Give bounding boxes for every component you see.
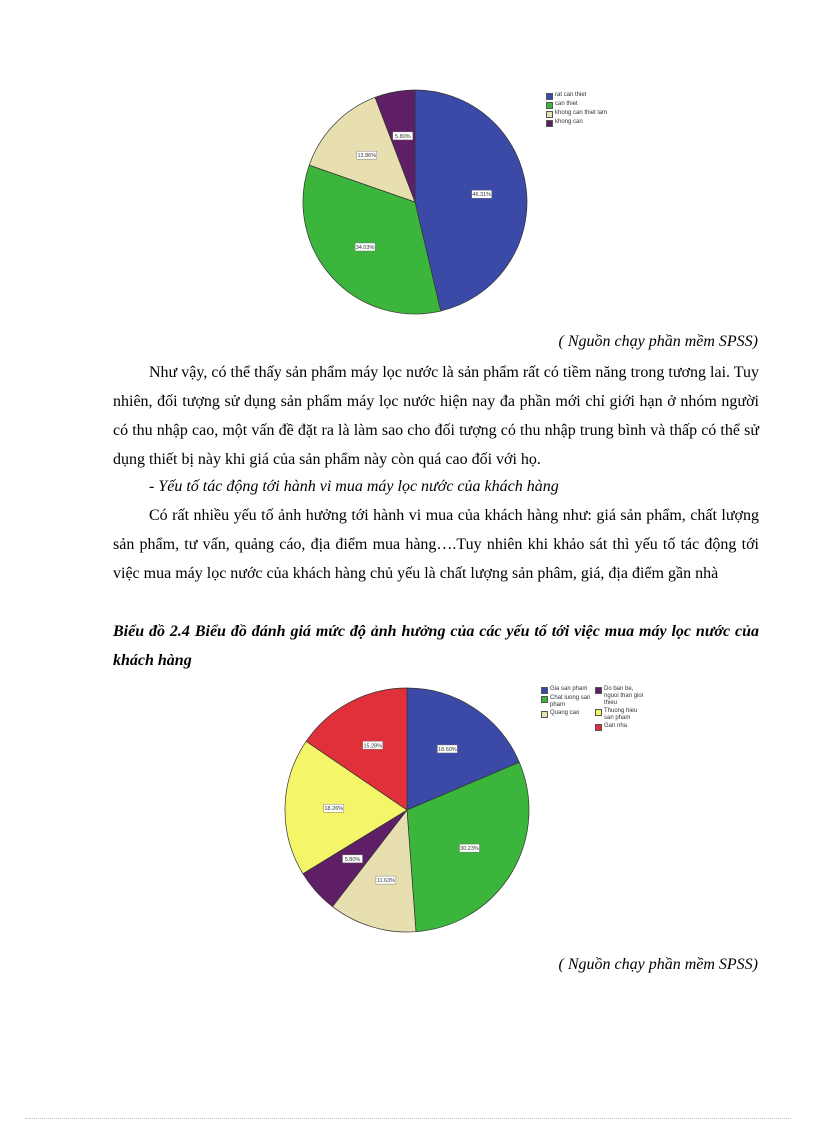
pie2-label-4 [324,804,344,812]
svg-text:5.80%: 5.80% [395,133,411,140]
pie1-legend-item-0-text: rat can thiet [555,92,587,98]
pie2-legend-item-4 [595,708,645,722]
pie2-legend-item-0-text: Gia san pham [550,686,588,692]
pie2-legend-column-0 [541,686,591,732]
pie1-legend-item-1 [546,101,636,109]
pie1-label-3 [393,132,413,140]
pie1-legend-item-0-swatch [546,93,553,100]
svg-text:46.31%: 46.31% [472,192,492,199]
paragraph-potential-text: Như vậy, có thể thấy sản phẩm máy lọc nước là sản phẩm rất có tiềm năng trong tương lai. Tuy nhiên, đối tượng sử dụng sản phẩm máy lọc nước hiện nay đa phần mới chỉ giới hạn ở nhóm người có thu nhập cao, một vấn đề đặt ra là làm sao cho đối tượng có thu nhập trung bình và thấp có thể sử dụng thiết bị này khi giá của sản phẩm này còn quá cao đối với họ. [113,364,759,468]
pie-chart-necessity-legend [546,92,636,128]
pie1-legend-item-0 [546,92,636,100]
svg-text:11.63%: 11.63% [376,878,396,885]
pie1-legend-item-3-text: khong can [555,119,583,125]
pie1-legend-item-2-swatch [546,111,553,118]
pie-chart-purchase-factors-legend [541,686,651,732]
pie1-legend-item-1-swatch [546,102,553,109]
chart2-heading: Biểu đồ 2.4 Biểu đồ đánh giá mức độ ảnh hưởng của các yếu tố tới việc mua máy lọc nước của khách hàng [113,623,759,669]
pie1-label-1 [355,243,375,251]
pie2-legend-item-3-swatch [595,687,602,694]
pie2-legend-item-2-text: Quang cao [550,710,580,716]
paragraph-factors [113,501,759,588]
svg-text:30.23%: 30.23% [460,846,479,853]
pie2-legend-item-1-text: Chat luong san pham [550,695,591,708]
pie2-label-1 [459,844,479,852]
svg-text:18.26%: 18.26% [324,806,344,813]
pie2-legend-item-5-text: Gan nha [604,723,628,729]
pie2-legend-item-2-swatch [541,711,548,718]
pie2-legend-item-3-text: Do ban be, nguoi than gioi thieu [604,686,644,706]
pie1-legend-item-2-text: khong can thiet lam [555,110,608,116]
paragraph-potential [113,358,759,474]
pie2-label-5 [363,741,383,749]
pie2-legend-item-4-swatch [595,709,602,716]
pie2-legend-item-4-text: Thuong hieu san pham [604,708,638,721]
pie1-legend-item-1-text: can thiet [555,101,578,107]
pie2-label-2 [376,876,396,884]
pie1-legend-item-3-swatch [546,120,553,127]
paragraph-factors-text: Có rất nhiều yếu tố ảnh hưởng tới hành vi mua của khách hàng như: giá sản phẩm, chất lượng sản phẩm, tư vấn, quảng cáo, địa điểm mua hàng….Tuy nhiên khi khảo sát thì yếu tố tác động tới việc mua máy lọc nước của khách hàng chủ yếu là chất lượng sản phâm, giá, địa điểm gần nhà [113,507,759,582]
pie2-label-0 [437,745,457,753]
pie1-legend-item-2 [546,110,636,118]
pie2-legend-item-5-swatch [595,724,602,731]
subheading-factors [113,472,759,501]
pie2-legend-item-2 [541,710,591,718]
svg-text:18.60%: 18.60% [438,746,457,753]
pie2-legend-item-1-swatch [541,696,548,703]
svg-text:34.03%: 34.03% [355,244,375,251]
svg-text:15.28%: 15.28% [363,743,383,750]
pie1-legend-item-3 [546,119,636,127]
pie2-label-3 [343,855,363,863]
pie1-label-0 [472,190,492,198]
chart2-source-note: ( Nguồn chạy phần mềm SPSS) [558,956,758,973]
svg-text:13.86%: 13.86% [357,153,377,160]
subheading-factors-text: - Yếu tố tác động tới hành vi mua máy lọc nước của khách hàng [149,478,559,495]
pie2-legend-column-1 [595,686,645,732]
svg-text:5.80%: 5.80% [344,856,361,863]
chart1-source-note: ( Nguồn chạy phần mềm SPSS) [558,333,758,350]
pie2-legend-item-0 [541,686,591,694]
pie1-label-2 [357,151,377,159]
pie2-legend-item-3 [595,686,645,707]
pie2-legend-item-1 [541,695,591,709]
page-bottom-border [25,1118,791,1119]
pie-chart-necessity [290,85,540,320]
pie-chart-purchase-factors [280,680,535,945]
pie2-legend-item-0-swatch [541,687,548,694]
pie2-legend-item-5 [595,723,645,731]
